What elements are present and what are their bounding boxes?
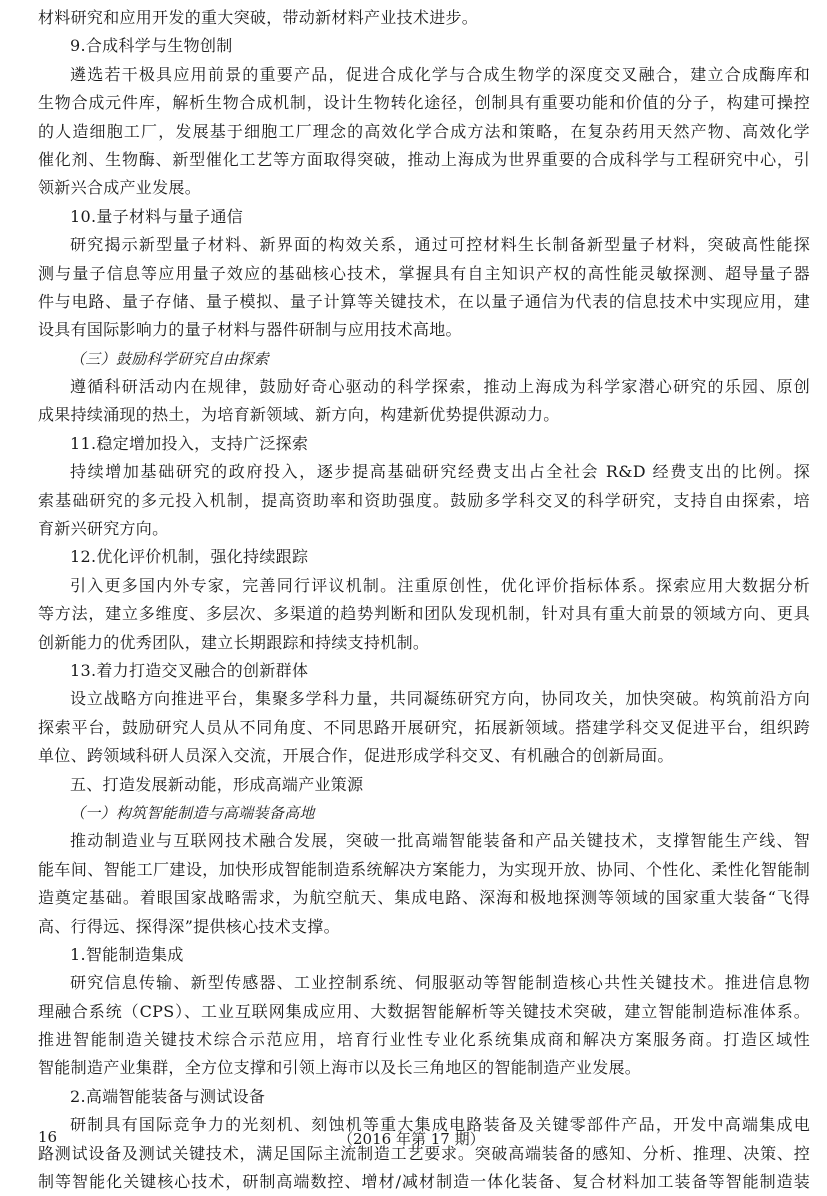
text-line: 成果持续涌现的热土，为培育新领域、新方向，构建新优势提供源动力。	[38, 405, 560, 425]
section-heading: 11.稳定增加投入，支持广泛探索	[70, 433, 309, 453]
section-heading: 12.优化评价机制，强化持续跟踪	[70, 547, 309, 567]
text-line: 推动制造业与互联网技术融合发展，突破一批高端智能装备和产品关键技术，支撑智能生产线、智	[70, 831, 810, 851]
section-heading: 9.合成科学与生物创制	[70, 36, 233, 56]
text-line: 路测试设备及测试关键技术，满足国际主流制造工艺要求。突破高端装备的感知、分析、推理、决策、控	[38, 1143, 810, 1163]
issue-label: （2016 年第 17 期）	[338, 1130, 485, 1148]
text-line: 高、行得远、探得深”提供核心技术支撑。	[38, 916, 340, 936]
section-heading: （三）鼓励科学研究自由探索	[70, 349, 269, 368]
text-line: 材料研究和应用开发的重大突破，带动新材料产业技术进步。	[38, 8, 479, 27]
text-line: 智能制造产业集群，全方位支撑和引领上海市以及长三角地区的智能制造产业发展。	[38, 1058, 642, 1078]
text-line: 件与电路、量子存储、量子模拟、量子计算等关键技术，在以量子通信为代表的信息技术中实现应用，建	[38, 291, 810, 311]
section-heading: 2.高端智能装备与测试设备	[70, 1086, 266, 1106]
text-line: 测与量子信息等应用量子效应的基础核心技术，掌握具有自主知识产权的高性能灵敏探测、超导量子器	[38, 263, 810, 283]
text-line: 的人造细胞工厂，发展基于细胞工厂理念的高效化学合成方法和策略，在复杂药用天然产物、高效化学	[38, 121, 810, 141]
text-line: 遴选若干极具应用前景的重要产品，促进合成化学与合成生物学的深度交叉融合，建立合成酶库和	[70, 64, 810, 84]
document-page	[38, 0, 810, 1192]
text-line: 研制具有国际竞争力的光刻机、刻蚀机等重大集成电路装备及关键零部件产品，开发中高端集成电	[70, 1115, 810, 1135]
text-line: 领新兴合成产业发展。	[38, 178, 202, 198]
text-line: 探索平台，鼓励研究人员从不同角度、不同思路开展研究，拓展新领域。搭建学科交叉促进平台，组织跨	[38, 717, 810, 737]
page-number: 16	[38, 1128, 58, 1146]
page-footer	[38, 1128, 810, 1152]
text-line: 持续增加基础研究的政府投入，逐步提高基础研究经费支出占全社会 R&D 经费支出的比例。探	[70, 462, 810, 482]
text-line: 推进智能制造关键技术综合示范应用，培育行业性专业化系统集成商和解决方案服务商。打造区域性	[38, 1030, 810, 1050]
text-line: 理融合系统（CPS）、工业互联网集成应用、大数据智能解析等关键技术突破，建立智能制造标准体系。	[38, 1001, 810, 1021]
text-line: 遵循科研活动内在规律，鼓励好奇心驱动的科学探索，推动上海成为科学家潜心研究的乐园、原创	[70, 377, 810, 397]
text-line: 造奠定基础。着眼国家战略需求，为航空航天、集成电路、深海和极地探测等领域的国家重大装备“飞得	[38, 888, 810, 908]
text-line: 生物合成元件库，解析生物合成机制，设计生物转化途径，创制具有重要功能和价值的分子，构建可操控	[38, 93, 810, 113]
text-line: 设具有国际影响力的量子材料与器件研制与应用技术高地。	[38, 320, 462, 340]
text-line: 研究揭示新型量子材料、新界面的构效关系，通过可控材料生长制备新型量子材料，突破高性能探	[70, 235, 810, 255]
text-line: 索基础研究的多元投入机制，提高资助率和资助强度。鼓励多学科交叉的科学研究，支持自由探索，培	[38, 490, 810, 510]
text-line: 制等智能化关键核心技术，研制高端数控、增材/减材制造一体化装备、复合材料加工装备等智能制造装	[38, 1172, 810, 1192]
text-line: 能车间、智能工厂建设，加快形成智能制造系统解决方案能力，为实现开放、协同、个性化、柔性化智能制	[38, 859, 810, 879]
text-line: 创新能力的优秀团队，建立长期跟踪和持续支持机制。	[38, 632, 430, 652]
text-line: 设立战略方向推进平台，集聚多学科力量，共同凝练研究方向，协同攻关，加快突破。构筑前沿方向	[70, 689, 810, 709]
text-line: 育新兴研究方向。	[38, 519, 169, 539]
section-heading: （一）构筑智能制造与高端装备高地	[70, 803, 315, 822]
section-heading: 五、打造发展新动能，形成高端产业策源	[70, 774, 364, 794]
text-line: 研究信息传输、新型传感器、工业控制系统、伺服驱动等智能制造核心共性关键技术。推进信息物	[70, 973, 810, 993]
text-line: 引入更多国内外专家，完善同行评议机制。注重原创性，优化评价指标体系。探索应用大数据分析	[70, 575, 810, 595]
text-line: 单位、跨领域科研人员深入交流，开展合作，促进形成学科交叉、有机融合的创新局面。	[38, 746, 674, 766]
text-line: 催化剂、生物酶、新型催化工艺等方面取得突破，推动上海成为世界重要的合成科学与工程研究中心，引	[38, 149, 810, 169]
section-heading: 10.量子材料与量子通信	[70, 206, 244, 226]
text-line: 等方法，建立多维度、多层次、多渠道的趋势判断和团队发现机制，针对具有重大前景的领域方向、更具	[38, 604, 810, 624]
section-heading: 13.着力打造交叉融合的创新群体	[70, 660, 309, 680]
body-text	[38, 4, 810, 1196]
section-heading: 1.智能制造集成	[70, 944, 184, 964]
